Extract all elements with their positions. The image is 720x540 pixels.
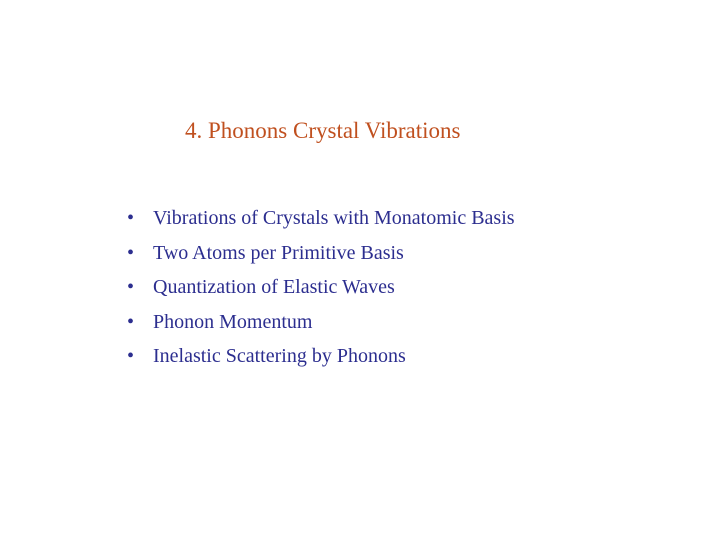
bullet-icon: • xyxy=(127,310,135,333)
bullet-text: Phonon Momentum xyxy=(153,310,313,333)
bullet-icon: • xyxy=(127,241,135,264)
bullet-icon: • xyxy=(127,276,135,298)
bullet-text: Two Atoms per Primitive Basis xyxy=(153,241,404,264)
bullet-text: Vibrations of Crystals with Monatomic Basis xyxy=(153,207,515,229)
bullet-text: Inelastic Scattering by Phonons xyxy=(153,345,406,367)
slide-title: 4. Phonons Crystal Vibrations xyxy=(185,118,461,143)
bullet-icon: • xyxy=(127,207,135,229)
bullet-text: Quantization of Elastic Waves xyxy=(153,276,395,298)
bullet-icon: • xyxy=(127,345,135,367)
